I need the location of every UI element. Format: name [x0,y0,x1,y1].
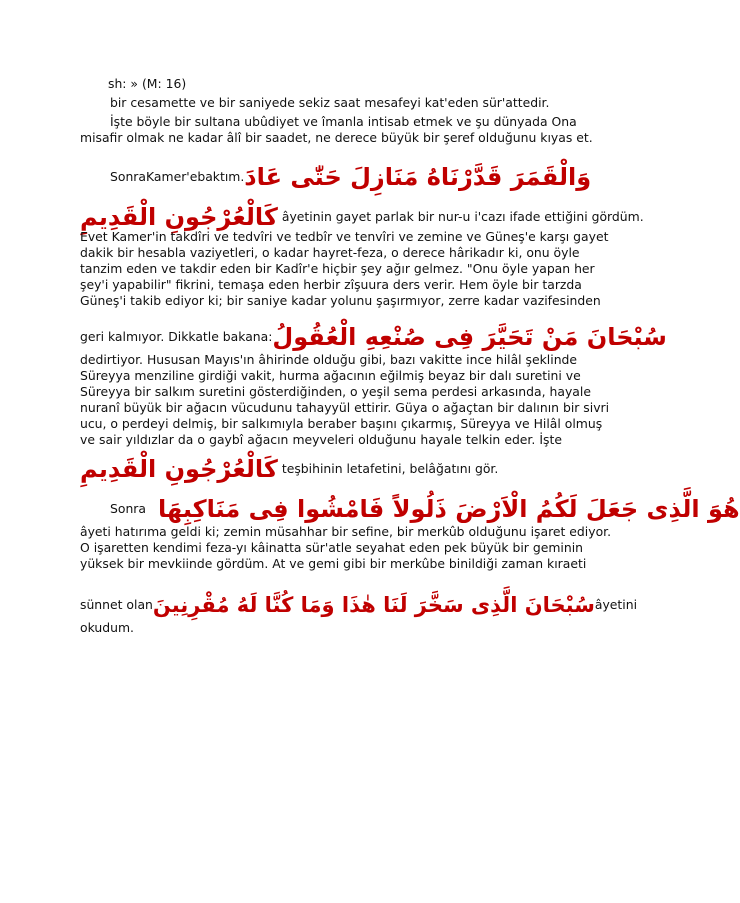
text-line-6: Evet Kamer'in takdîri ve tedvîri ve tedbîr ve tenvîri ve zemine ve Güneş'e karşı gayet [80,229,609,244]
kalurjun2-line [80,452,562,486]
sakhkhara-after-text: âyetini [594,597,638,612]
text-line-22: yüksek bir mevkiinde gördüm. At ve gemi gibi bir merkûbe binildiği zaman kıraeti [80,556,587,571]
sakhkhara-line [80,588,638,622]
text-line-17: ve sair yıldızlar da o gaybî ağacın meyveleri olduğunu hayale telkin eder. İşte [80,432,562,447]
word-baktim: baktım. [197,169,245,184]
word-sonra: Sonra [110,169,146,184]
sakhkhara-before-text: sünnet olan [80,597,153,612]
moon-verse-line [80,160,592,194]
text-line-14: Süreyya bir salkım suretini gösterdiğinden, o yeşil sema perdesi arkasında, hayale [80,384,591,399]
huwa-line [80,492,740,526]
text-line-1: bir cesamette ve bir saniyede sekiz saat mesafeyi kat'eden sür'attedir. [110,95,550,110]
text-line-13: Süreyya menziline girdiği vakit, hurma ağacının eğilmiş beyaz bir dalı suretini ve [80,368,581,383]
arabic-verse-moon: وَالْقَمَرَ قَدَّرْنَاهُ مَنَازِلَ حَتّٰى عَادَ [244,163,592,191]
text-line-8: tanzim eden ve takdir eden bir Kadîr'e hiçbir şey ağır gelmez. "Onu öyle yapan her [80,261,595,276]
kalurjun-after-text: âyetinin gayet parlak bir nur-u i'cazı ifade ettiğini gördüm. [281,209,644,224]
subhan-line [80,320,667,354]
text-line-15: nuranî büyük bir ağacın vücudunu tahayyül ettirir. Güya o ağaçtan bir dalının bir sivri [80,400,610,415]
text-line-16: ucu, o perdeyi delmiş, bir salkımıyla beraber başını çıkarmış, Süreyya ve Hilâl olmuş [80,416,603,431]
subhan-before-text: geri kalmıyor. Dikkatle bakana: [80,329,273,344]
text-line-7: dakik bir hesabla vaziyetleri, o kadar hayret-feza, o derece hârikadır ki, onu öyle [80,245,580,260]
text-line-3: misafir olmak ne kadar âlî bir saadet, ne derece büyük bir şeref olduğunu kıyas et. [80,130,593,145]
arabic-subhan-takhayyar: سُبْحَانَ مَنْ تَحَيَّرَ فِى صُنْعِهِ الْعُقُولُ [272,323,667,351]
text-line-2: İşte böyle bir sultana ubûdiyet ve îmanla intisab etmek ve şu dünyada Ona [110,114,577,129]
text-line-21: O işaretten kendimi feza-yı kâinatta sür'atle seyahat eden pek büyük bir geminin [80,540,583,555]
arabic-kalurjun-2: كَالْعُرْجُونِ الْقَدِيمِ [80,455,278,483]
moon-intro-words [80,160,244,194]
reference-line: sh: » (M: 16) [108,76,187,91]
text-line-20: âyeti hatırıma geldi ki; zemin müsahhar bir sefine, bir merkûb olduğunu işaret ediyor. [80,524,612,539]
text-line-9: şey'i yapabilir" fikrini, temaşa eden herbir zîşuura ders verir. Hem öyle bir tarzda [80,277,582,292]
arabic-subhan-sakhkhara: سُبْحَانَ الَّذِى سَخَّرَ لَنَا هٰذَا وَمَا كُنَّا لَهُ مُقْرِنِينَ [152,593,595,617]
huwa-before-text: Sonra [110,501,146,516]
word-kamere: Kamer'e [146,169,198,184]
arabic-kalurjun: كَالْعُرْجُونِ الْقَدِيمِ [80,203,278,231]
text-line-12: dedirtiyor. Hususan Mayıs'ın âhirinde olduğu gibi, bazı vakitte ince hilâl şeklinde [80,352,578,367]
kalurjun2-after-text: teşbihinin letafetini, belâğatını gör. [281,461,499,476]
text-line-24: okudum. [80,620,134,635]
text-line-10: Güneş'i takib ediyor ki; bir saniye kadar yolunu şaşırmıyor, zerre kadar vazifesinden [80,293,601,308]
arabic-huwa-alladhi: هُوَ الَّذِى جَعَلَ لَكُمُ الْاَرْضَ ذَلُولاً فَامْشُوا فِى مَنَاكِبِهَا [158,495,740,523]
